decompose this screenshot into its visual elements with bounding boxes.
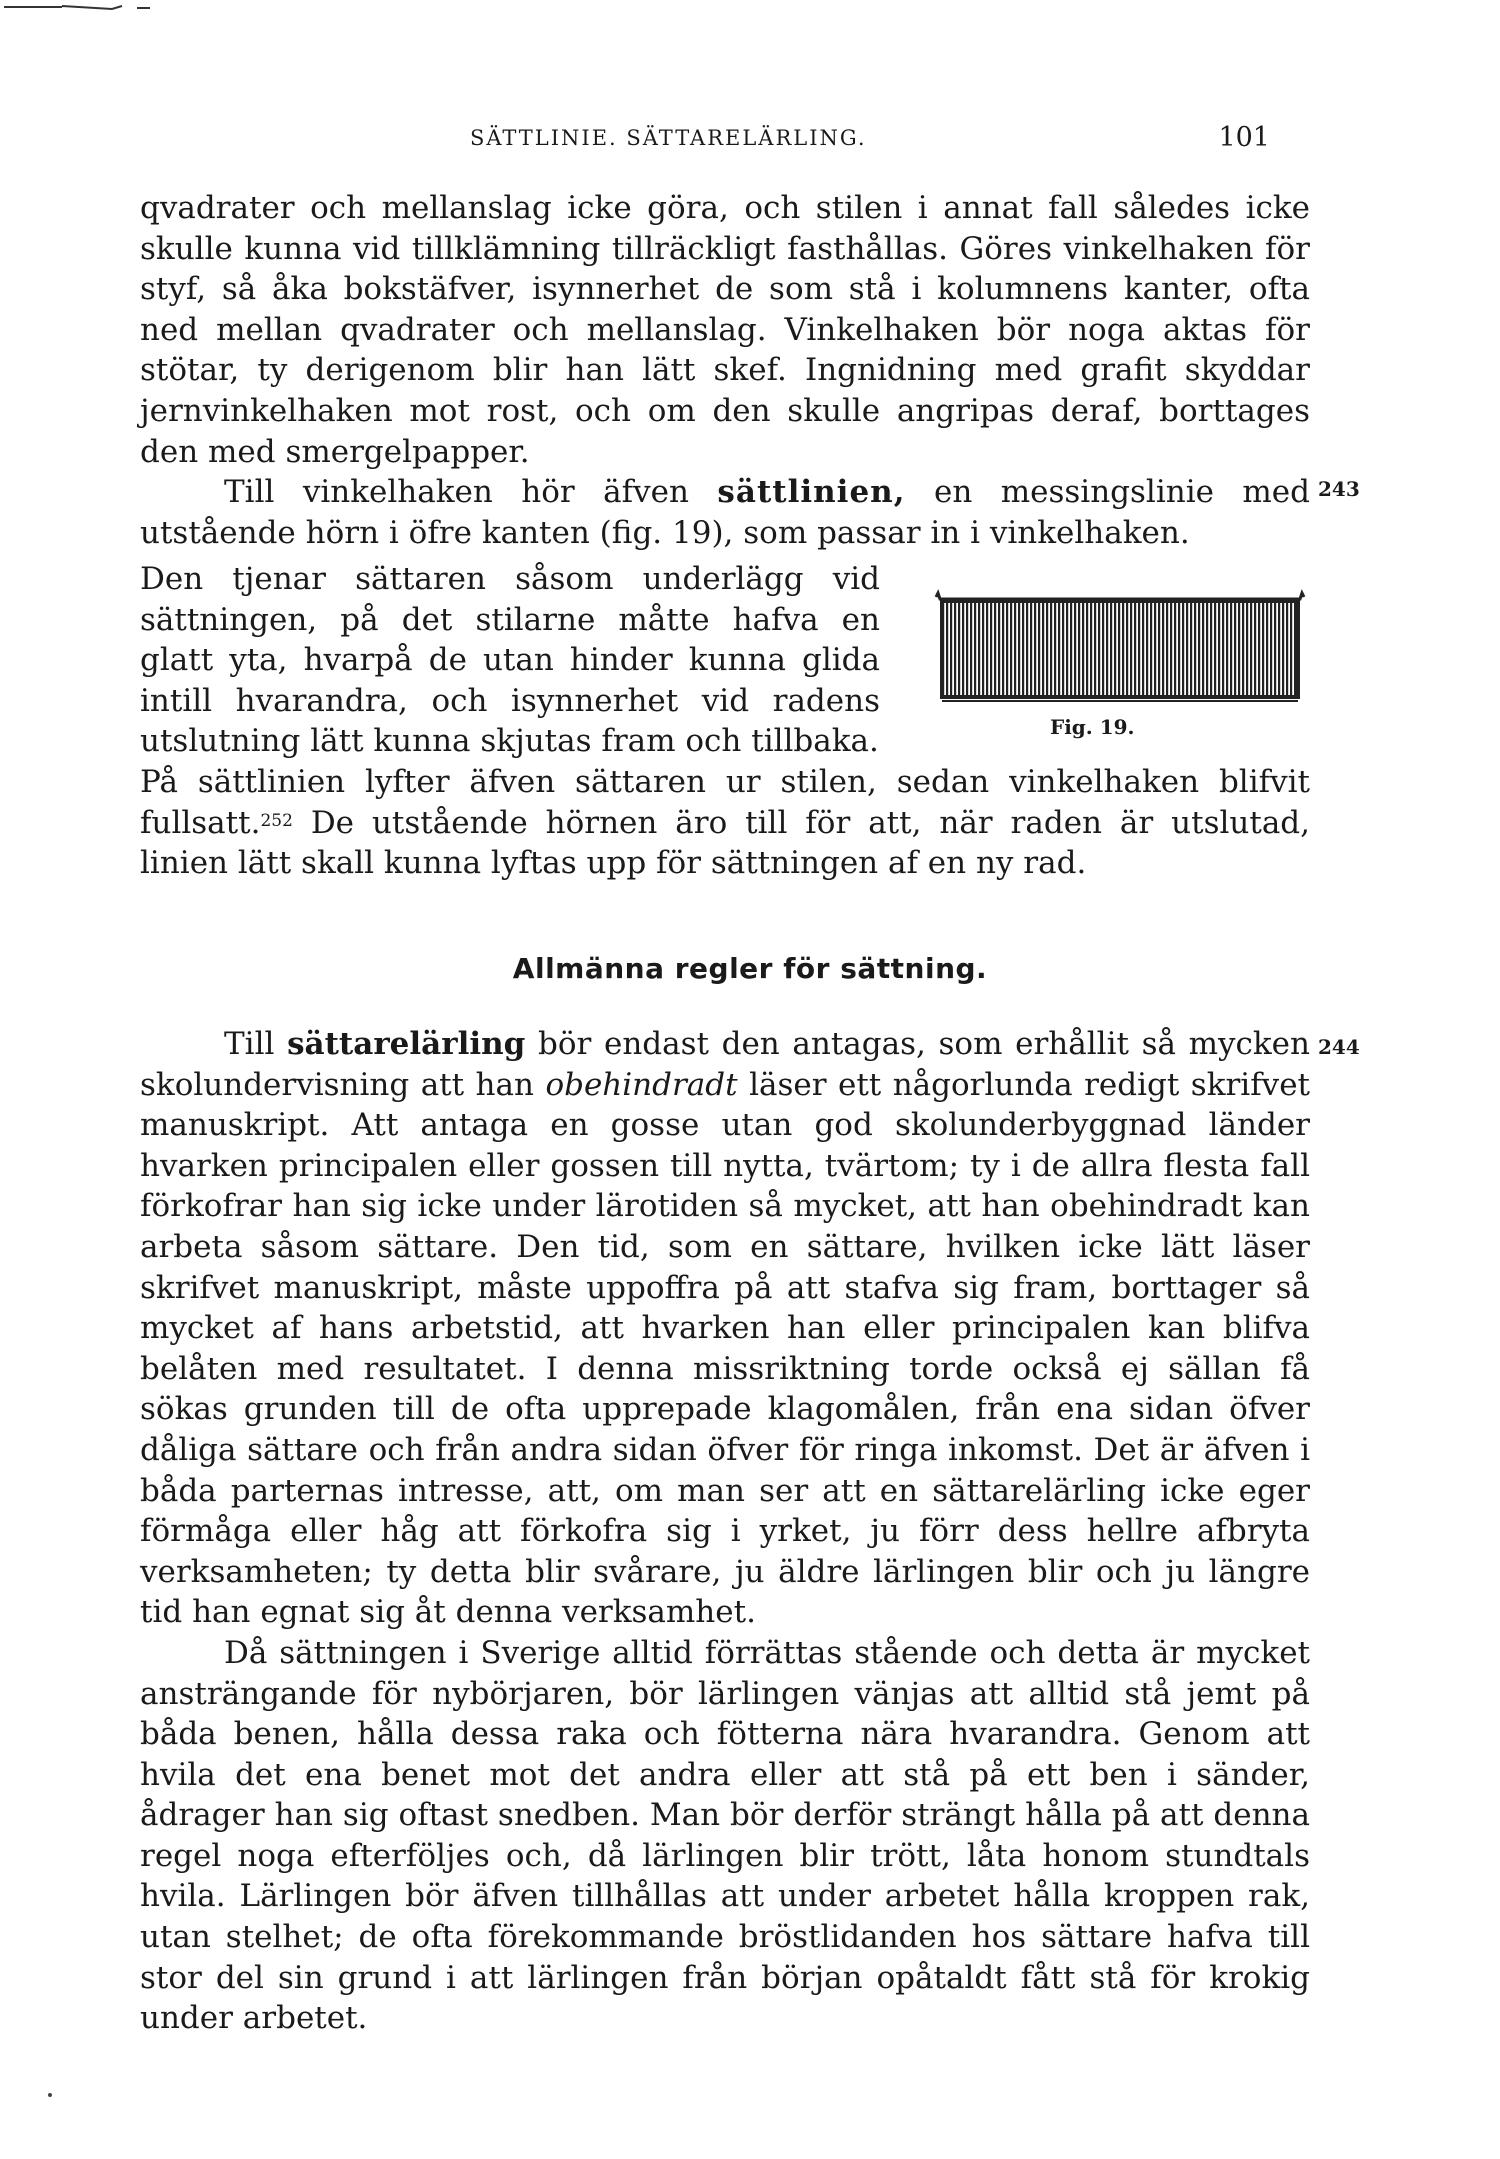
bold-term: sättlinien, — [717, 474, 906, 511]
running-title: SÄTTLINIE. SÄTTARELÄRLING. — [470, 126, 867, 150]
footnote-ref: 252 — [260, 810, 293, 831]
paragraph: Till sättarelärling bör endast den antagas, som erhållit så mycken skolundervisning att han obehindradt läser ett någorlunda redigt skrifvet manuskript. Att antaga en gosse utan god skolunderbyggnad länder hvarken principalen eller gossen till nytta, tvärtom; ty i de allra flesta fall förkofrar han sig icke under lärotiden så mycket, att han obehindradt kan arbeta såsom sättare. Den tid, som en sättare, hvilken icke lätt läser skrifvet manuskript, måste uppoffra på att stafva sig fram, borttager så mycket af hans arbetstid, att hvarken han eller principalen kan blifva belåten med resultatet. I denna missriktning torde också ej sällan få sökas grunden till de ofta upprepade klagomålen, från ena sidan öfver dåliga sättare och från andra sidan öfver för ringa inkomst. Det är äfven i båda parternas intresse, att, om man ser att en sättarelärling icke eger förmåga eller håg att förkofra sig i yrket, ju förr dess hellre afbryta verksamheten; ty detta blir svårare, ju äldre lärlingen blir och ju längre tid han egnat sig åt denna verksamhet. — [140, 1026, 1311, 1631]
text-beside-figure: Den tjenar sättaren såsom underlägg vid sättningen, på det stilarne måtte hafva en glatt yta, hvarpå de utan hinder kunna glida intill hvarandra, och isynnerhet vid radens utslutning lätt kunna skjutas fram och tillbaka. — [140, 561, 880, 760]
scan-artifact — [2, 2, 202, 14]
margin-number: 243 — [1318, 477, 1360, 501]
paragraph: qvadrater och mellanslag icke göra, och stilen i annat fall således icke skulle kunna vid tillklämning tillräckligt fasthållas. Göres vinkelhaken för styf, så åka bokstäfver, isynnerhet de som stå i kolumnens kanter, ofta ned mellan qvadrater och mellanslag. Vinkelhaken bör noga aktas för stötar, ty derigenom blir han lätt skef. Ingnidning med grafit skyddar jernvinkelhaken mot rost, och om den skulle angripas deraf, borttages den med smergelpapper. — [140, 190, 1310, 470]
italic-term: obehindradt — [545, 1066, 738, 1103]
body-text-after-figure — [140, 762, 1310, 884]
page-number: 101 — [1218, 122, 1270, 153]
section-heading: Allmänna regler för sättning. — [512, 952, 988, 985]
running-header — [140, 122, 1310, 158]
body-text-top — [140, 188, 1310, 553]
scan-speck — [48, 2093, 52, 2097]
margin-number: 244 — [1318, 1035, 1360, 1059]
figure-caption: Fig. 19. — [1050, 715, 1135, 739]
paragraph: På sättlinien lyfter äfven sättaren ur stilen, sedan vinkelhaken blifvit fullsatt.$^{252}$ De utstående hörnen äro till för att, när raden är utslutad, linien lätt skall kunna lyftas upp för sättningen af en ny rad. — [140, 764, 1311, 882]
paragraph: Till vinkelhaken hör äfven sättlinien, en messingslinie med utstående hörn i öfre kanten (fig. 19), som passar in i vinkelhaken. — [140, 474, 1310, 551]
section-body — [140, 1024, 1310, 2039]
bold-term: sättarelärling — [287, 1026, 526, 1062]
paragraph: Då sättningen i Sverige alltid förrättas stående och detta är mycket ansträngande för nybörjaren, bör lärlingen vänjas att alltid stå jemt på båda benen, hålla dessa raka och fötterna nära hvarandra. Genom att hvila det ena benet mot det andra eller att stå på ett ben i sänder, ådrager han sig oftast snedben. Man bör derför strängt hålla på att denna regel noga efterföljes och, då lärlingen blir trött, låta honom stundtals hvila. Lärlingen bör äfven tillhållas att under arbetet hålla kroppen rak, utan stelhet; de ofta förekommande bröstlidanden hos sättare hafva till stor del sin grund i att lärlingen från början opåtaldt fått stå för krokig under arbetet. — [140, 1634, 1310, 2037]
